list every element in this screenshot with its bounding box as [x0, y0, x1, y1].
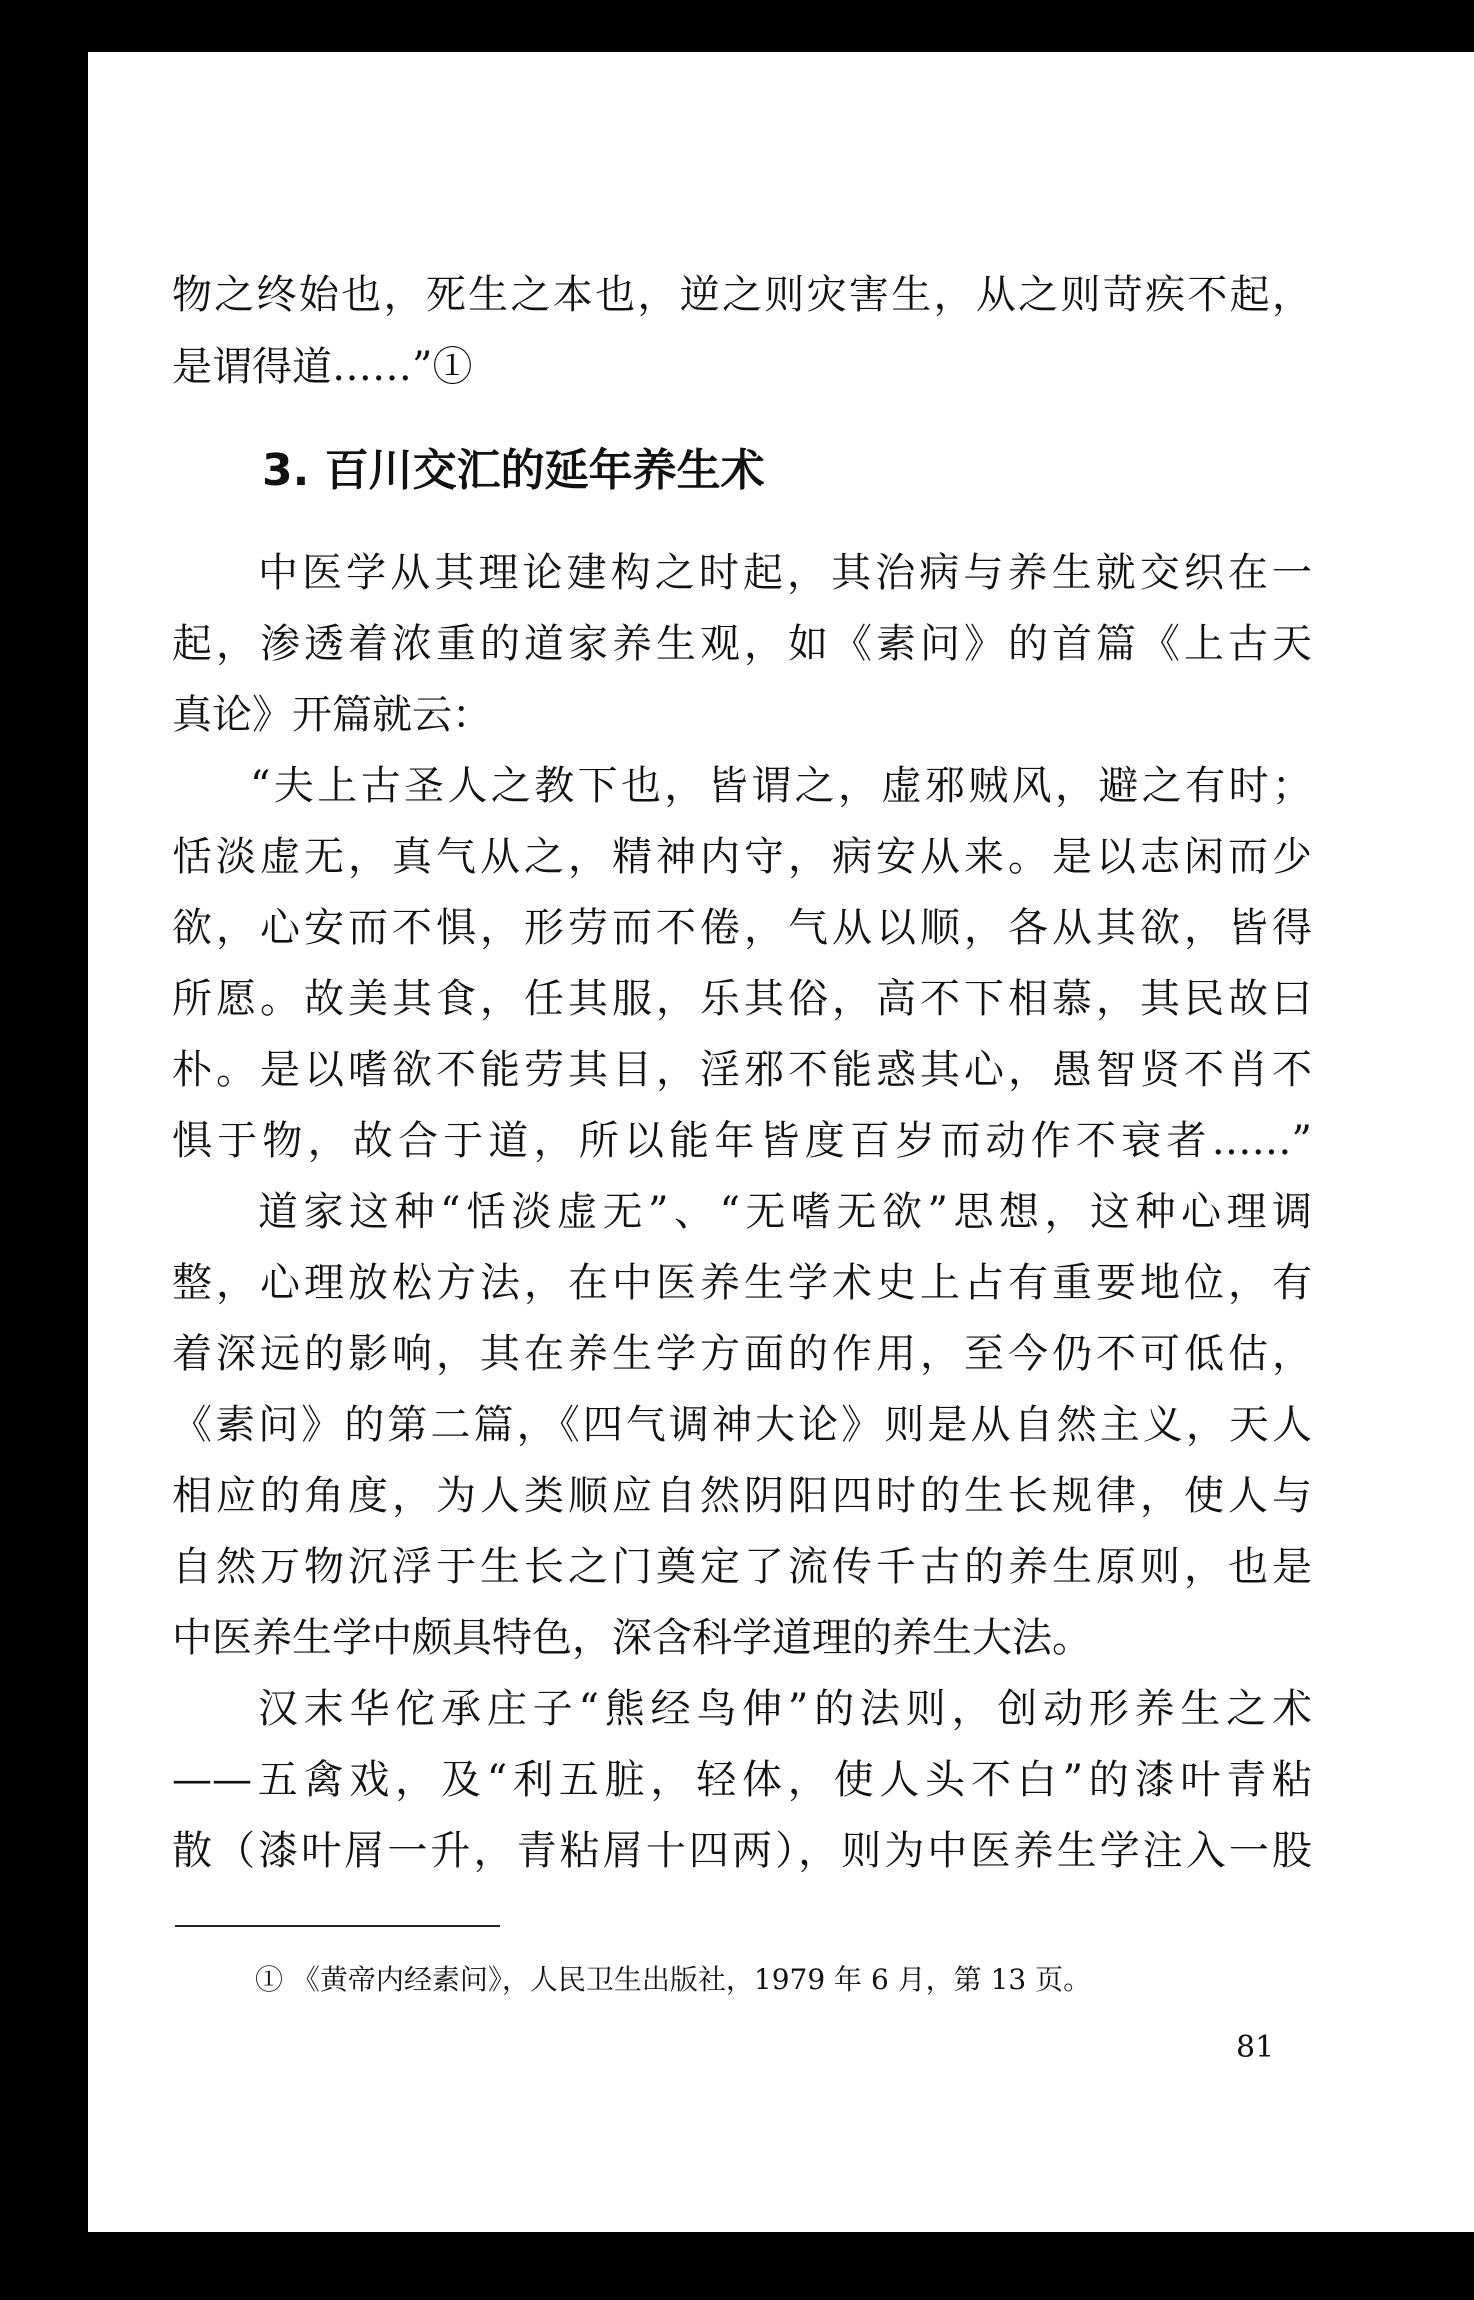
section-heading: 3. 百川交汇的延年养生术	[262, 445, 765, 496]
quote-line: 恬淡虚无，真气从之，精神内守，病安从来。是以志闲而少	[172, 834, 1312, 880]
quote-line: 欲，心安而不惧，形劳而不倦，气从以顺，各从其欲，皆得	[172, 905, 1312, 951]
text-line: 汉末华佗承庄子“熊经鸟伸”的法则，创动形养生之术	[258, 1686, 1312, 1732]
text-line: 物之终始也，死生之本也，逆之则灾害生，从之则苛疾不起，	[172, 272, 1312, 318]
text-line: ——五禽戏，及“利五脏，轻体，使人头不白”的漆叶青粘	[172, 1757, 1312, 1803]
text-line: 中医养生学中颇具特色，深含科学道理的养生大法。	[172, 1615, 1092, 1661]
quote-line: “夫上古圣人之教下也，皆谓之，虚邪贼风，避之有时；	[250, 763, 1312, 809]
footnote: ① 《黄帝内经素问》，人民卫生出版社，1979 年 6 月，第 13 页。	[255, 1963, 1092, 1996]
text-line: 着深远的影响，其在养生学方面的作用，至今仍不可低估，	[172, 1331, 1312, 1377]
text-line: 真论》开篇就云：	[172, 692, 492, 738]
text-line: 相应的角度，为人类顺应自然阴阳四时的生长规律，使人与	[172, 1473, 1312, 1519]
text-line: 起，渗透着浓重的道家养生观，如《素问》的首篇《上古天	[172, 621, 1312, 667]
text-line: 是谓得道……”①	[172, 344, 473, 390]
quote-line: 朴。是以嗜欲不能劳其目，淫邪不能惑其心，愚智贤不肖不	[172, 1047, 1312, 1093]
text-line: 《素问》的第二篇，《四气调神大论》则是从自然主义，天人	[172, 1402, 1312, 1448]
text-line: 自然万物沉浮于生长之门奠定了流传千古的养生原则，也是	[172, 1544, 1312, 1590]
page-number: 81	[1236, 2030, 1275, 2065]
footnote-divider	[175, 1925, 500, 1927]
quote-line: 所愿。故美其食，任其服，乐其俗，高不下相慕，其民故曰	[172, 976, 1312, 1022]
text-line: 道家这种“恬淡虚无”、“无嗜无欲”思想，这种心理调	[258, 1189, 1312, 1235]
text-line: 散（漆叶屑一升，青粘屑十四两），则为中医养生学注入一股	[172, 1828, 1312, 1874]
text-line: 中医学从其理论建构之时起，其治病与养生就交织在一	[258, 550, 1312, 596]
text-line: 整，心理放松方法，在中医养生学术史上占有重要地位，有	[172, 1260, 1312, 1306]
quote-line: 惧于物，故合于道，所以能年皆度百岁而动作不衰者……”	[172, 1118, 1312, 1164]
